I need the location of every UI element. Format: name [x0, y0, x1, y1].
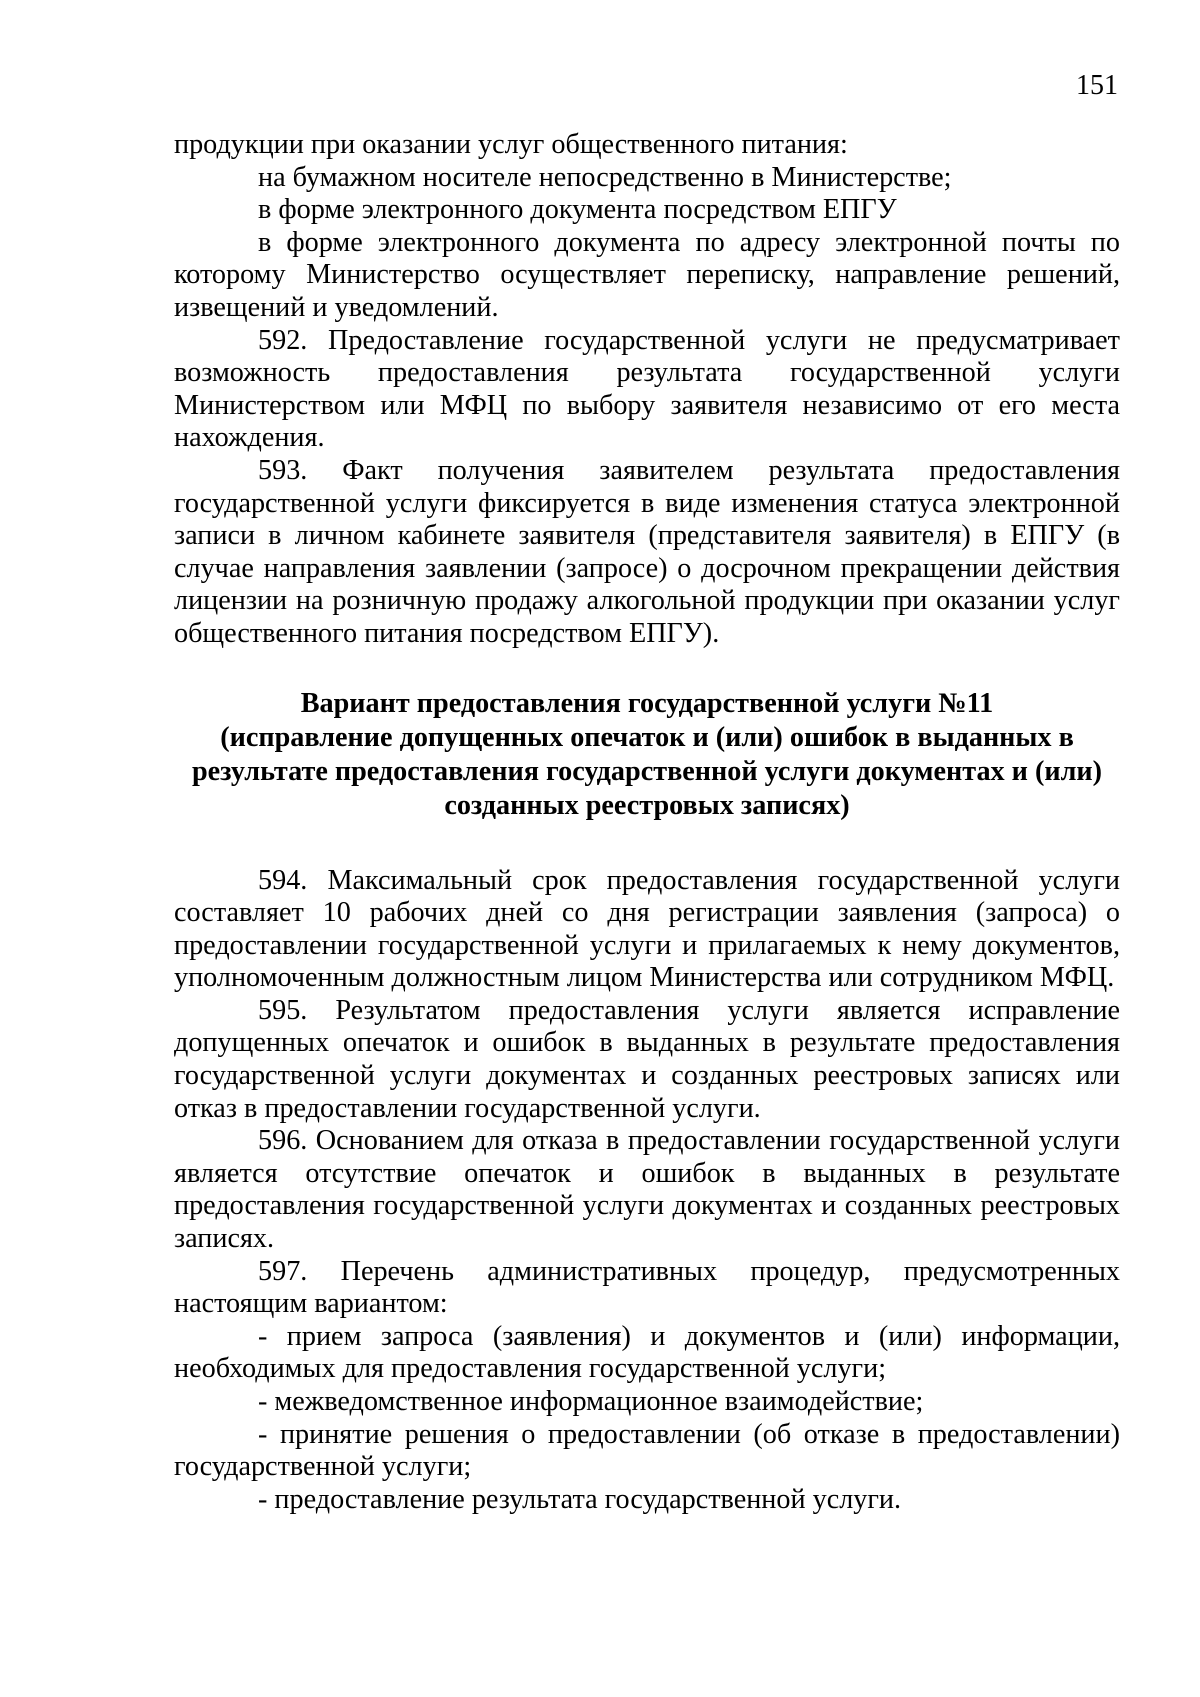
page-number: 151 [1076, 70, 1118, 101]
paragraph-paper-option: на бумажном носителе непосредственно в Министерстве; [258, 161, 952, 193]
paragraph-continued: продукции при оказании услуг общественного питания: [174, 129, 848, 160]
heading-line-1: Вариант предоставления государственной услуги №11 [300, 687, 994, 719]
heading-line-2: (исправление допущенных опечаток и (или) ошибок в выданных в [220, 721, 1074, 753]
paragraph-595: 595. Результатом предоставления услуги является исправление допущенных опечаток и ошибок в выданных в результате предоставления государственной услуги документах и созданных реестровых записях или отказ в предоставлении государственной услуги. [174, 994, 1120, 1124]
heading-line-3: результате предоставления государственной услуги документах и (или) [191, 755, 1103, 787]
section-heading [174, 687, 1120, 823]
paragraph-592: 592. Предоставление государственной услуги не предусматривает возможность предоставления результата государственной услуги Министерством или МФЦ по выбору заявителя независимо от его места нахождения. [174, 324, 1120, 454]
document-body [174, 129, 1120, 1516]
list-item-decision: - принятие решения о предоставлении (об отказе в предоставлении) государственной услуги; [174, 1418, 1120, 1483]
paragraph-597: 597. Перечень административных процедур, предусмотренных настоящим вариантом: [174, 1255, 1120, 1320]
paragraph-epgu-option: в форме электронного документа посредством ЕПГУ [258, 194, 897, 226]
paragraph-594: 594. Максимальный срок предоставления государственной услуги составляет 10 рабочих дней со дня регистрации заявления (запроса) о предоставлении государственной услуги и прилагаемых к нему документов, уполномоченным должностным лицом Министерства или сотрудником МФЦ. [174, 864, 1120, 994]
paragraph-593: 593. Факт получения заявителем результата предоставления государственной услуги фиксируется в виде изменения статуса электронной записи в личном кабинете заявителя (представителя заявителя) в ЕПГУ (в случае направления заявлении (запросе) о досрочном прекращении действия лицензии на розничную продажу алкогольной продукции при оказании услуг общественного питания посредством ЕПГУ). [174, 454, 1120, 649]
list-item-interagency: - межведомственное информационное взаимодействие; [258, 1386, 924, 1417]
heading-line-4: созданных реестровых записях) [444, 789, 850, 821]
list-item-result: - предоставление результата государственной услуги. [258, 1483, 902, 1515]
paragraph-596: 596. Основанием для отказа в предоставлении государственной услуги является отсутствие опечаток и ошибок в выданных в результате предоставления государственной услуги документах и созданных реестровых записях. [174, 1125, 1120, 1255]
list-item-request-intake: - прием запроса (заявления) и документов и (или) информации, необходимых для предоставления государственной услуги; [174, 1320, 1120, 1385]
paragraph-email-option: в форме электронного документа по адресу электронной почты по которому Министерство осуществляет переписку, направление решений, извещений и уведомлений. [174, 226, 1120, 323]
